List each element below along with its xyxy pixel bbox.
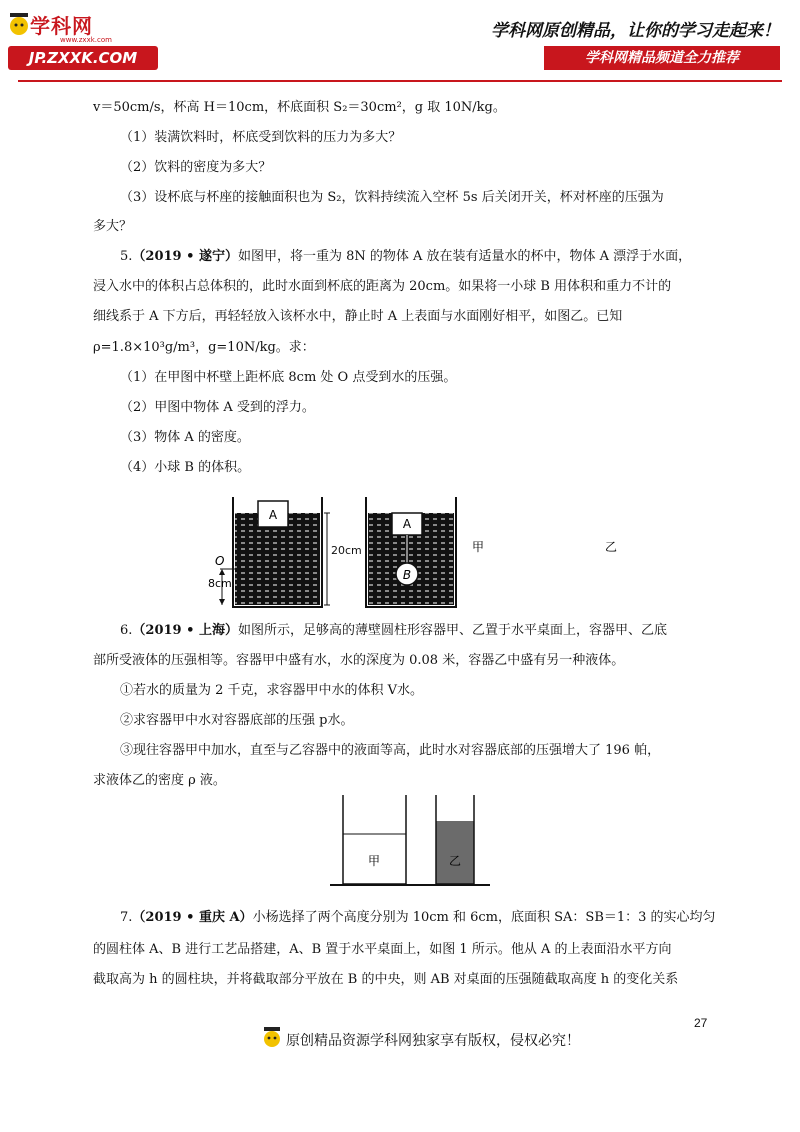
container-yi	[436, 795, 474, 884]
ball-b-label: B	[402, 568, 412, 582]
liquid-yi	[436, 821, 474, 884]
text-line: （2）饮料的密度为多大？	[120, 160, 272, 175]
figure-q6	[330, 793, 490, 888]
mascot-icon	[8, 10, 30, 40]
dimension-8-label: 8cm	[208, 577, 232, 590]
point-o-label: O	[215, 554, 225, 568]
logo-small-url: www.zxxk.com	[60, 36, 112, 44]
label-jia: 甲	[472, 540, 485, 554]
header-rule	[18, 80, 782, 82]
container-jia	[343, 795, 406, 884]
figure-q5	[200, 492, 640, 617]
question-number: 6.	[120, 623, 133, 638]
header-badge: 学科网精品频道全力推荐	[544, 46, 780, 70]
question-number: 7.	[120, 910, 133, 925]
text-line: ①若水的质量为 2 千克，求容器甲中水的体积 V水。	[120, 683, 424, 698]
question-tag: （2019 • 上海）	[132, 623, 238, 638]
text-line: 截取高为 h 的圆柱块，并将截取部分平放在 B 的中央，则 AB 对桌面的压强随截取高度 h 的变化关系	[93, 972, 679, 987]
footer-mascot-icon	[262, 1024, 282, 1050]
text-line: 部所受液体的压强相等。容器甲中盛有水，水的深度为 0.08 米，容器乙中盛有另一种液体。	[93, 653, 625, 668]
container-jia-label: 甲	[367, 854, 381, 868]
cup-yi	[366, 497, 456, 607]
question-number: 5.	[120, 249, 133, 264]
text-line: 多大？	[93, 219, 133, 234]
text-line: 细线系于 A 下方后，再轻轻放入该杯水中，静止时 A 上表面与水面刚好相平，如图乙。已知	[93, 309, 623, 324]
logo-name: 学科网	[30, 14, 93, 38]
question-tag: （2019 • 重庆 A）	[132, 910, 253, 925]
footer-copyright: 原创精品资源学科网独家享有版权，侵权必究！	[286, 1033, 580, 1049]
text-line: ②求容器甲中水对容器底部的压强 p水。	[120, 713, 354, 728]
question-text: 如图甲，将一重为 8N 的物体 A 放在装有适量水的杯中，物体 A 漂浮于水面，	[237, 249, 692, 264]
text-line: ρ=1.8×10³g/m³，g=10N/kg。求：	[93, 340, 315, 355]
text-line: v＝50cm/s，杯高 H＝10cm，杯底面积 S₂＝30cm²，g 取 10N/kg。	[93, 100, 506, 115]
page-number: 27	[694, 1016, 708, 1030]
question-7-first-line	[120, 908, 716, 928]
text-line: （2）甲图中物体 A 受到的浮力。	[120, 400, 315, 415]
question-text: 小杨选择了两个高度分别为 10cm 和 6cm，底面积 SA：SB＝1：3 的实心均匀	[252, 910, 716, 925]
question-5-first-line	[120, 247, 691, 267]
text-line: （3）物体 A 的密度。	[120, 430, 250, 445]
text-line: （4）小球 B 的体积。	[120, 460, 251, 475]
text-line: （3）设杯底与杯座的接触面积也为 S₂，饮料持续流入空杯 5s 后关闭开关，杯对杯座的压强为	[120, 190, 664, 205]
text-line: ③现往容器甲中加水，直至与乙容器中的液面等高，此时水对容器底部的压强增大了 196 帕，	[120, 743, 661, 758]
block-a-label: A	[402, 517, 412, 531]
header-slogan: 学科网原创精品，让你的学习走起来！	[491, 21, 780, 41]
question-tag: （2019 • 遂宁）	[132, 249, 238, 264]
text-line: 浸入水中的体积占总体积的，此时水面到杯底的距离为 20cm。如果将一小球 B 用体积和重力不计的	[93, 279, 672, 294]
question-6-first-line	[120, 621, 667, 641]
dimension-20-label: 20cm	[331, 544, 362, 557]
container-yi-label: 乙	[448, 854, 462, 868]
label-yi: 乙	[605, 540, 618, 554]
question-text: 如图所示，足够高的薄壁圆柱形容器甲、乙置于水平桌面上，容器甲、乙底	[237, 623, 667, 638]
text-line: （1）装满饮料时，杯底受到饮料的压力为多大？	[120, 130, 402, 145]
block-a-label: A	[268, 508, 278, 522]
text-line: 求液体乙的密度 ρ 液。	[93, 773, 226, 788]
text-line: （1）在甲图中杯壁上距杯底 8cm 处 O 点受到水的压强。	[120, 370, 457, 385]
site-logo	[8, 10, 158, 72]
text-line: 的圆柱体 A、B 进行工艺品搭建，A、B 置于水平桌面上，如图 1 所示。他从 A 的上表面沿水平方向	[93, 942, 672, 957]
cup-jia	[208, 497, 362, 607]
logo-url: JP.ZXXK.COM	[8, 46, 158, 70]
